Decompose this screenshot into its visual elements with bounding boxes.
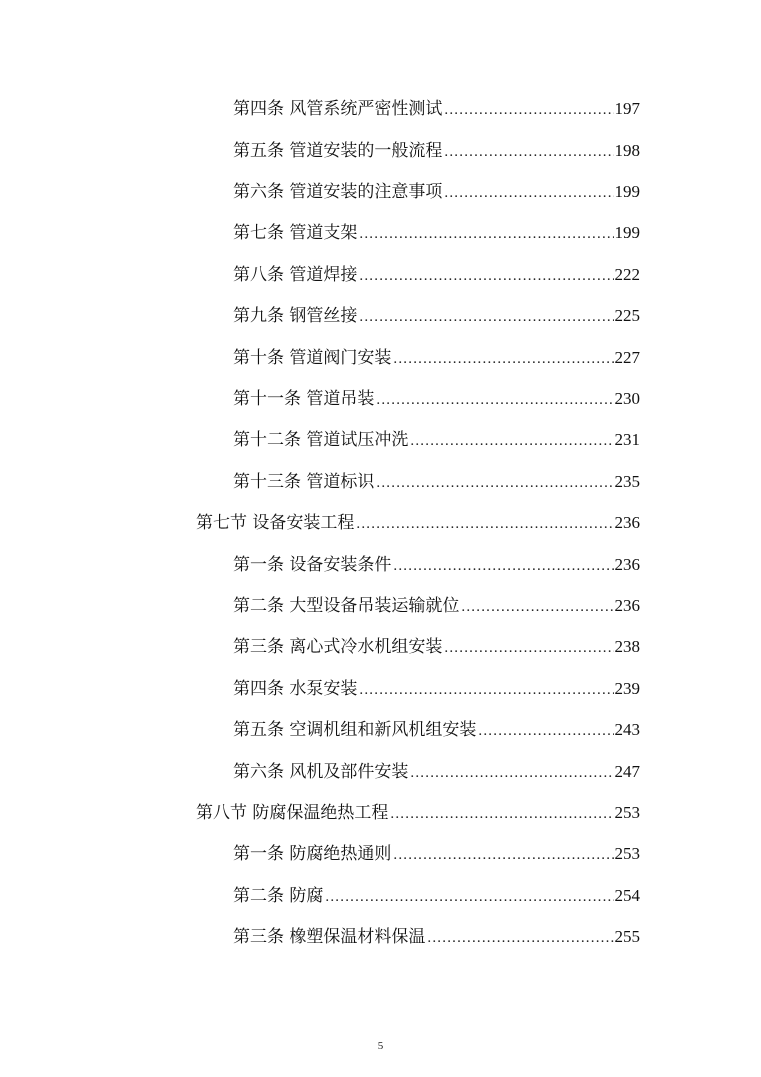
toc-entry-page: 239 <box>614 679 640 698</box>
toc-entry-page: 236 <box>614 555 640 574</box>
toc-entry-title: 第九条 钢管丝接 <box>233 306 358 326</box>
toc-entry-page: 227 <box>614 348 640 367</box>
toc-entry-title: 第七节 设备安装工程 <box>196 513 355 533</box>
toc-entry[interactable] <box>233 345 640 371</box>
toc-dot-leader <box>359 677 613 703</box>
toc-entry-title: 第八条 管道焊接 <box>233 265 358 285</box>
toc-entry[interactable] <box>233 220 640 246</box>
toc-dot-leader <box>444 635 613 661</box>
toc-entry-title: 第八节 防腐保温绝热工程 <box>196 803 389 823</box>
toc-dot-leader <box>359 304 613 330</box>
toc-dot-leader <box>461 594 613 620</box>
toc-entry-page: 254 <box>614 886 640 905</box>
toc-entry-page: 235 <box>614 472 640 491</box>
toc-entry[interactable] <box>233 676 640 702</box>
toc-dot-leader <box>359 221 613 247</box>
toc-entry-page: 198 <box>614 141 640 160</box>
toc-dot-leader <box>393 842 613 868</box>
toc-dot-leader <box>444 97 613 123</box>
toc-entry-title: 第四条 水泵安装 <box>233 679 358 699</box>
toc-entry-title: 第五条 空调机组和新风机组安装 <box>233 720 477 740</box>
toc-entry[interactable] <box>233 179 640 205</box>
toc-entry[interactable] <box>233 634 640 660</box>
toc-entry-page: 197 <box>614 99 640 118</box>
toc-entry[interactable] <box>233 552 640 578</box>
toc-entry-page: 236 <box>614 596 640 615</box>
toc-dot-leader <box>410 428 613 454</box>
toc-entry-title: 第十一条 管道吊装 <box>233 389 375 409</box>
toc-entry[interactable] <box>233 759 640 785</box>
toc-entry-page: 231 <box>614 430 640 449</box>
toc-entry[interactable] <box>233 96 640 122</box>
toc-dot-leader <box>410 760 613 786</box>
toc-entry[interactable] <box>233 262 640 288</box>
toc-entry-title: 第一条 设备安装条件 <box>233 555 392 575</box>
toc-entry-page: 247 <box>614 762 640 781</box>
toc-entry-page: 199 <box>614 182 640 201</box>
toc-dot-leader <box>393 346 613 372</box>
toc-entry[interactable] <box>233 593 640 619</box>
toc-entry-title: 第十条 管道阀门安装 <box>233 348 392 368</box>
toc-entry-page: 238 <box>614 637 640 656</box>
toc-dot-leader <box>393 553 613 579</box>
toc-entry-page: 236 <box>614 513 640 532</box>
toc-entry-page: 243 <box>614 720 640 739</box>
toc-entry-page: 230 <box>614 389 640 408</box>
toc-entry[interactable] <box>233 427 640 453</box>
toc-entry[interactable] <box>233 138 640 164</box>
toc-dot-leader <box>376 470 613 496</box>
toc-entry-page: 253 <box>614 844 640 863</box>
toc-dot-leader <box>444 180 613 206</box>
toc-entry[interactable] <box>233 717 640 743</box>
toc-dot-leader <box>356 511 613 537</box>
toc-entry[interactable] <box>233 303 640 329</box>
toc-section-entry[interactable] <box>196 510 640 536</box>
page-number: 5 <box>377 1040 384 1052</box>
toc-entry-title: 第七条 管道支架 <box>233 223 358 243</box>
toc-dot-leader <box>390 801 613 827</box>
toc-entry-title: 第四条 风管系统严密性测试 <box>233 99 443 119</box>
toc-entry-page: 253 <box>614 803 640 822</box>
toc-dot-leader <box>478 718 613 744</box>
toc-dot-leader <box>444 139 613 165</box>
toc-dot-leader <box>376 387 613 413</box>
toc-section-entry[interactable] <box>196 800 640 826</box>
toc-entry[interactable] <box>233 386 640 412</box>
toc-entry-page: 199 <box>614 223 640 242</box>
toc-entry[interactable] <box>233 469 640 495</box>
toc-entry-title: 第二条 大型设备吊装运输就位 <box>233 596 460 616</box>
toc-entry-title: 第三条 离心式冷水机组安装 <box>233 637 443 657</box>
toc-entry[interactable] <box>233 924 640 950</box>
toc-entry-title: 第二条 防腐 <box>233 886 324 906</box>
toc-dot-leader <box>427 925 613 951</box>
toc-entry-title: 第六条 管道安装的注意事项 <box>233 182 443 202</box>
toc-entry-title: 第三条 橡塑保温材料保温 <box>233 927 426 947</box>
toc-entry-title: 第一条 防腐绝热通则 <box>233 844 392 864</box>
toc-entry-page: 225 <box>614 306 640 325</box>
toc-entry[interactable] <box>233 841 640 867</box>
toc-dot-leader <box>325 884 613 910</box>
toc-entry-title: 第五条 管道安装的一般流程 <box>233 141 443 161</box>
toc-entry-page: 255 <box>614 927 640 946</box>
toc-entry-page: 222 <box>614 265 640 284</box>
toc-dot-leader <box>359 263 613 289</box>
toc-entry-title: 第六条 风机及部件安装 <box>233 762 409 782</box>
toc-entry-title: 第十二条 管道试压冲洗 <box>233 430 409 450</box>
toc-entry[interactable] <box>233 883 640 909</box>
toc-entry-title: 第十三条 管道标识 <box>233 472 375 492</box>
